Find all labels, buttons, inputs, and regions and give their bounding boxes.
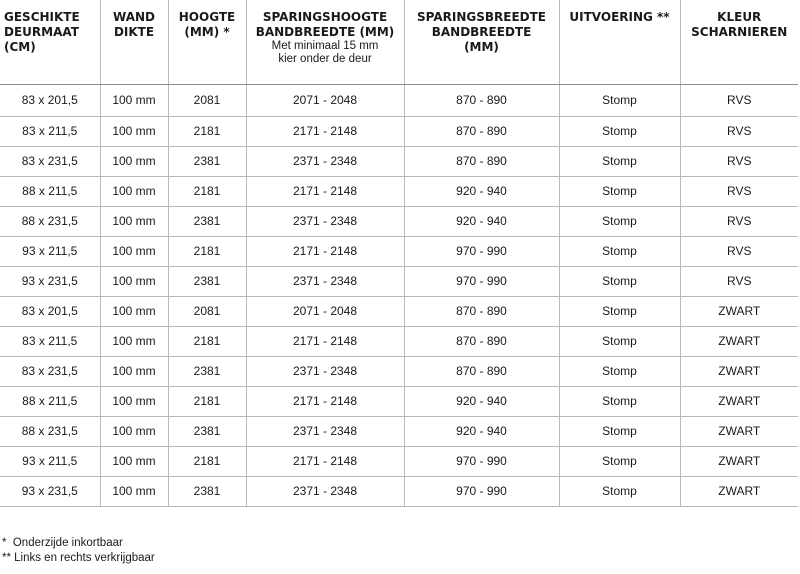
header-label: SCHARNIEREN	[691, 25, 788, 39]
cell-wall-thickness: 100 mm	[100, 356, 168, 386]
cell-hinge-color: ZWART	[680, 326, 798, 356]
cell-execution: Stomp	[559, 206, 680, 236]
cell-hinge-color: RVS	[680, 206, 798, 236]
cell-hinge-color: ZWART	[680, 356, 798, 386]
cell-wall-thickness: 100 mm	[100, 236, 168, 266]
header-label: BANDBREEDTE (MM)	[255, 25, 395, 39]
cell-opening-width: 920 - 940	[404, 386, 559, 416]
cell-opening-height: 2371 - 2348	[246, 356, 404, 386]
table-row	[0, 266, 798, 296]
cell-wall-thickness: 100 mm	[100, 446, 168, 476]
cell-wall-thickness: 100 mm	[100, 84, 168, 116]
cell-door-size: 93 x 211,5	[0, 236, 100, 266]
cell-execution: Stomp	[559, 296, 680, 326]
header-label: SPARINGSHOOGTE	[262, 10, 388, 24]
header-label: KLEUR	[717, 10, 762, 24]
cell-hinge-color: ZWART	[680, 476, 798, 506]
header-label: (MM)	[464, 40, 499, 54]
cell-execution: Stomp	[559, 236, 680, 266]
cell-door-size: 93 x 231,5	[0, 266, 100, 296]
cell-opening-height: 2071 - 2048	[246, 296, 404, 326]
cell-door-size: 83 x 201,5	[0, 296, 100, 326]
cell-height: 2381	[168, 476, 246, 506]
table-row	[0, 356, 798, 386]
cell-opening-width: 870 - 890	[404, 84, 559, 116]
cell-opening-height: 2371 - 2348	[246, 416, 404, 446]
header-label: (MM) *	[184, 25, 230, 39]
table-row	[0, 176, 798, 206]
header-label: DEURMAAT	[4, 25, 79, 39]
cell-height: 2081	[168, 296, 246, 326]
cell-hinge-color: RVS	[680, 266, 798, 296]
header-opening-width	[404, 0, 559, 84]
table-row	[0, 416, 798, 446]
table-row	[0, 236, 798, 266]
header-door-size	[0, 0, 100, 84]
cell-wall-thickness: 100 mm	[100, 296, 168, 326]
footnotes	[2, 536, 155, 566]
cell-opening-height: 2371 - 2348	[246, 476, 404, 506]
cell-height: 2381	[168, 266, 246, 296]
cell-execution: Stomp	[559, 326, 680, 356]
cell-opening-width: 920 - 940	[404, 416, 559, 446]
cell-opening-width: 870 - 890	[404, 356, 559, 386]
cell-opening-height: 2171 - 2148	[246, 176, 404, 206]
cell-execution: Stomp	[559, 84, 680, 116]
header-note: Met minimaal 15 mm	[271, 40, 379, 52]
cell-execution: Stomp	[559, 176, 680, 206]
table-row	[0, 296, 798, 326]
cell-wall-thickness: 100 mm	[100, 176, 168, 206]
cell-hinge-color: RVS	[680, 116, 798, 146]
cell-execution: Stomp	[559, 356, 680, 386]
table-row	[0, 206, 798, 236]
cell-door-size: 83 x 211,5	[0, 326, 100, 356]
cell-hinge-color: ZWART	[680, 386, 798, 416]
cell-height: 2181	[168, 116, 246, 146]
cell-execution: Stomp	[559, 146, 680, 176]
cell-opening-width: 870 - 890	[404, 146, 559, 176]
cell-hinge-color: ZWART	[680, 296, 798, 326]
table-row	[0, 326, 798, 356]
header-note: kier onder de deur	[278, 53, 372, 65]
header-label: WAND	[113, 10, 155, 24]
cell-hinge-color: RVS	[680, 236, 798, 266]
cell-wall-thickness: 100 mm	[100, 416, 168, 446]
cell-wall-thickness: 100 mm	[100, 206, 168, 236]
cell-door-size: 83 x 201,5	[0, 84, 100, 116]
cell-door-size: 88 x 231,5	[0, 206, 100, 236]
header-wall-thickness	[100, 0, 168, 84]
header-label: SPARINGSBREEDTE	[417, 10, 546, 24]
cell-opening-width: 870 - 890	[404, 296, 559, 326]
cell-opening-width: 920 - 940	[404, 176, 559, 206]
header-height	[168, 0, 246, 84]
cell-height: 2181	[168, 326, 246, 356]
cell-execution: Stomp	[559, 386, 680, 416]
cell-wall-thickness: 100 mm	[100, 266, 168, 296]
footnote-execution: ** Links en rechts verkrijgbaar	[2, 552, 155, 564]
cell-height: 2381	[168, 206, 246, 236]
cell-height: 2081	[168, 84, 246, 116]
cell-door-size: 88 x 211,5	[0, 386, 100, 416]
header-label: (CM)	[4, 40, 36, 54]
table-row	[0, 446, 798, 476]
cell-execution: Stomp	[559, 266, 680, 296]
cell-door-size: 93 x 231,5	[0, 476, 100, 506]
cell-opening-height: 2171 - 2148	[246, 386, 404, 416]
cell-door-size: 88 x 231,5	[0, 416, 100, 446]
header-label: HOOGTE	[178, 10, 236, 24]
cell-door-size: 83 x 211,5	[0, 116, 100, 146]
cell-height: 2381	[168, 356, 246, 386]
header-hinge-color	[680, 0, 798, 84]
cell-opening-width: 870 - 890	[404, 116, 559, 146]
cell-hinge-color: ZWART	[680, 446, 798, 476]
table-row	[0, 84, 798, 116]
cell-opening-height: 2371 - 2348	[246, 206, 404, 236]
cell-execution: Stomp	[559, 416, 680, 446]
header-label: DIKTE	[113, 25, 155, 39]
cell-hinge-color: RVS	[680, 176, 798, 206]
cell-hinge-color: RVS	[680, 146, 798, 176]
cell-wall-thickness: 100 mm	[100, 116, 168, 146]
cell-door-size: 83 x 231,5	[0, 146, 100, 176]
cell-opening-height: 2371 - 2348	[246, 146, 404, 176]
cell-opening-width: 970 - 990	[404, 446, 559, 476]
cell-hinge-color: RVS	[680, 84, 798, 116]
cell-opening-height: 2171 - 2148	[246, 116, 404, 146]
cell-wall-thickness: 100 mm	[100, 146, 168, 176]
cell-height: 2381	[168, 146, 246, 176]
cell-opening-width: 870 - 890	[404, 326, 559, 356]
header-label: GESCHIKTE	[4, 10, 80, 24]
cell-height: 2181	[168, 386, 246, 416]
cell-execution: Stomp	[559, 446, 680, 476]
header-row	[0, 0, 798, 84]
cell-hinge-color: ZWART	[680, 416, 798, 446]
table-row	[0, 386, 798, 416]
cell-wall-thickness: 100 mm	[100, 386, 168, 416]
cell-opening-height: 2371 - 2348	[246, 266, 404, 296]
cell-opening-width: 970 - 990	[404, 266, 559, 296]
cell-height: 2181	[168, 236, 246, 266]
table-row	[0, 116, 798, 146]
header-opening-height	[246, 0, 404, 84]
cell-height: 2181	[168, 176, 246, 206]
cell-door-size: 88 x 211,5	[0, 176, 100, 206]
cell-opening-width: 970 - 990	[404, 476, 559, 506]
header-execution	[559, 0, 680, 84]
cell-height: 2181	[168, 446, 246, 476]
cell-opening-height: 2171 - 2148	[246, 326, 404, 356]
cell-door-size: 83 x 231,5	[0, 356, 100, 386]
cell-execution: Stomp	[559, 116, 680, 146]
table-body	[0, 84, 798, 506]
table-row	[0, 146, 798, 176]
table-row	[0, 476, 798, 506]
cell-opening-height: 2171 - 2148	[246, 446, 404, 476]
cell-opening-width: 970 - 990	[404, 236, 559, 266]
cell-execution: Stomp	[559, 476, 680, 506]
cell-opening-height: 2171 - 2148	[246, 236, 404, 266]
cell-opening-width: 920 - 940	[404, 206, 559, 236]
cell-wall-thickness: 100 mm	[100, 476, 168, 506]
header-label: BANDBREEDTE	[431, 25, 532, 39]
table-header	[0, 0, 798, 84]
cell-door-size: 93 x 211,5	[0, 446, 100, 476]
cell-wall-thickness: 100 mm	[100, 326, 168, 356]
header-label: UITVOERING **	[569, 10, 670, 24]
footnote-height: * Onderzijde inkortbaar	[2, 537, 123, 549]
cell-height: 2381	[168, 416, 246, 446]
cell-opening-height: 2071 - 2048	[246, 84, 404, 116]
